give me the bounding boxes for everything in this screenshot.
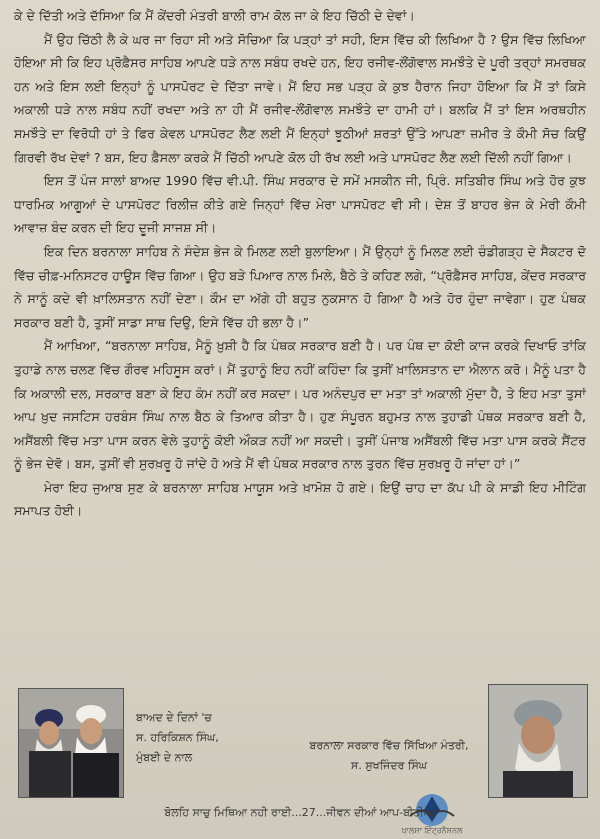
photo-two-men	[18, 688, 124, 798]
logo-text: ਖ਼ਾਲਸਾ ਇੰਟ੍ਰਨੈਸ਼ਨਲ	[401, 826, 463, 835]
photo-portrait	[488, 684, 588, 798]
paragraph: ਇਕ ਦਿਨ ਬਰਨਾਲਾ ਸਾਹਿਬ ਨੇ ਸੰਦੇਸ਼ ਭੇਜ ਕੇ ਮਿਲਣ ਲਈ ਬੁਲਾਇਆ। ਮੈਂ ਉਨ੍ਹਾਂ ਨੂੰ ਮਿਲਣ ਲਈ ਚੰਡੀਗੜ੍ਹ ਦੇ ਸੈਕਟਰ ਦੋ ਵਿੱਚ ਚੀਫ਼-ਮਨਿਸਟਰ ਹਾਊਸ ਵਿੱਚ ਗਿਆ। ਉਹ ਬੜੇ ਪਿਆਰ ਨਾਲ ਮਿਲੇ, ਬੈਠੇ ਤੇ ਕਹਿਣ ਲਗੇ, “ਪ੍ਰੋਫ਼ੈਸਰ ਸਾਹਿਬ, ਕੇਂਦਰ ਸਰਕਾਰ ਨੇ ਸਾਨੂੰ ਕਦੇ ਵੀ ਖ਼ਾਲਿਸਤਾਨ ਨਹੀਂ ਦੇਣਾ। ਕੌਮ ਦਾ ਅੱਗੇ ਹੀ ਬਹੁਤ ਨੁਕਸਾਨ ਹੋ ਗਿਆ ਹੈ ਅਤੇ ਹੋਰ ਹੁੰਦਾ ਜਾਵੇਗਾ। ਹੁਣ ਪੰਥਕ ਸਰਕਾਰ ਬਣੀ ਹੈ, ਤੁਸੀਂ ਸਾਡਾ ਸਾਥ ਦਿਉ, ਇਸੇ ਵਿੱਚ ਹੀ ਭਲਾ ਹੈ।”	[14, 243, 586, 330]
caption-left	[136, 708, 266, 768]
photo-portrait-image	[489, 685, 587, 797]
caption-line: ਮੁੰਬਈ ਦੇ ਨਾਲ	[136, 751, 193, 764]
caption-line: ਬਰਨਾਲਾ ਸਰਕਾਰ ਵਿੱਚ ਸਿੱਖਿਆ ਮੰਤਰੀ,	[309, 739, 469, 752]
page-footer: ਬੋਲਹਿ ਸਾਚੁ ਮਿਥਿਆ ਨਹੀ ਰਾਈ...27...ਜੀਵਨ ਦੀਆਂ ਆਪ-ਬੀਤੀਆਂ	[164, 806, 436, 819]
caption-right	[296, 736, 482, 776]
paragraph: ਇਸ ਤੋਂ ਪੰਜ ਸਾਲਾਂ ਬਾਅਦ 1990 ਵਿੱਚ ਵੀ.ਪੀ. ਸਿੰਘ ਸਰਕਾਰ ਦੇ ਸਮੇਂ ਮਸਕੀਨ ਜੀ, ਪ੍ਰਿੰ. ਸਤਿਬੀਰ ਸਿੰਘ ਅਤੇ ਹੋਰ ਕੁਝ ਧਾਰਮਿਕ ਆਗੂਆਂ ਦੇ ਪਾਸਪੋਰਟ ਰਿਲੀਜ਼ ਕੀਤੇ ਗਏ ਜਿਨ੍ਹਾਂ ਵਿੱਚ ਮੇਰਾ ਪਾਸਪੋਰਟ ਵੀ ਸੀ। ਦੇਸ਼ ਤੋਂ ਬਾਹਰ ਭੇਜ ਕੇ ਮੇਰੀ ਕੌਮੀ ਆਵਾਜ਼ ਬੰਦ ਕਰਨ ਦੀ ਇਹ ਦੂਜੀ ਸਾਜਸ਼ ਸੀ।	[14, 173, 586, 236]
caption-line: ਬਾਅਦ ਦੇ ਦਿਨਾਂ 'ਚ	[136, 711, 212, 724]
paragraph: ਮੈਂ ਉਹ ਚਿੱਠੀ ਲੈ ਕੇ ਘਰ ਜਾ ਰਿਹਾ ਸੀ ਅਤੇ ਸੋਚਿਆ ਕਿ ਪੜ੍ਹਾਂ ਤਾਂ ਸਹੀ, ਇਸ ਵਿੱਚ ਕੀ ਲਿਖਿਆ ਹੈ ? ਉਸ ਵਿੱਚ ਲਿਖਿਆ ਹੋਇਆ ਸੀ ਕਿ ਇਹ ਪ੍ਰੋਫ਼ੈਸਰ ਸਾਹਿਬ ਆਪਣੇ ਧੜੇ ਨਾਲ ਸਬੰਧ ਰਖਦੇ ਹਨ, ਇਹ ਰਜੀਵ-ਲੌਂਗੋਵਾਲ ਸਮਝੌਤੇ ਦੇ ਪੂਰੀ ਤਰ੍ਹਾਂ ਸਮਰਥਕ ਹਨ ਅਤੇ ਇਸ ਲਈ ਇਨ੍ਹਾਂ ਨੂੰ ਪਾਸਪੋਰਟ ਦੇ ਦਿੱਤਾ ਜਾਵੇ। ਮੈਂ ਇਹ ਸਭ ਪੜ੍ਹ ਕੇ ਕੁਝ ਹੈਰਾਨ ਜਿਹਾ ਹੋਇਆ ਕਿ ਮੈਂ ਤਾਂ ਕਿਸੇ ਅਕਾਲੀ ਧੜੇ ਨਾਲ ਸਬੰਧ ਨਹੀਂ ਰਖਦਾ ਅਤੇ ਨਾ ਹੀ ਮੈਂ ਰਜੀਵ-ਲੌਂਗੋਵਾਲ ਸਮਝੌਤੇ ਦਾ ਹਾਮੀ ਹਾਂ। ਬਲਕਿ ਮੈਂ ਤਾਂ ਇਸ ਅਰਥਹੀਨ ਸਮਝੌਤੇ ਦਾ ਵਿਰੋਧੀ ਹਾਂ ਤੇ ਫਿਰ ਕੇਵਲ ਪਾਸਪੋਰਟ ਲੈਣ ਲਈ ਮੈਂ ਇਨ੍ਹਾਂ ਝੂਠੀਆਂ ਸ਼ਰਤਾਂ ਉੱਤੇ ਆਪਣਾ ਜ਼ਮੀਰ ਤੇ ਕੌਮੀ ਸੋਚ ਕਿਉਂ ਗਿਰਵੀ ਰੱਖ ਦੇਵਾਂ ? ਬਸ, ਇਹ ਫ਼ੈਸਲਾ ਕਰਕੇ ਮੈਂ ਚਿੱਠੀ ਆਪਣੇ ਕੋਲ ਹੀ ਰੱਖ ਲਈ ਅਤੇ ਪਾਸਪੋਰਟ ਲੈਣ ਲਈ ਦਿੱਲੀ ਨਹੀਂ ਗਿਆ।	[14, 31, 586, 165]
paragraph: ਮੈਂ ਆਖਿਆ, “ਬਰਨਾਲਾ ਸਾਹਿਬ, ਮੈਨੂੰ ਖ਼ੁਸ਼ੀ ਹੈ ਕਿ ਪੰਥਕ ਸਰਕਾਰ ਬਣੀ ਹੈ। ਪਰ ਪੰਥ ਦਾ ਕੋਈ ਕਾਜ ਕਰਕੇ ਦਿਖਾਓ ਤਾਂਕਿ ਤੁਹਾਡੇ ਨਾਲ ਚਲਣ ਵਿੱਚ ਗੌਰਵ ਮਹਿਸੂਸ ਕਰਾਂ। ਮੈਂ ਤੁਹਾਨੂੰ ਇਹ ਨਹੀਂ ਕਹਿੰਦਾ ਕਿ ਤੁਸੀਂ ਖ਼ਾਲਿਸਤਾਨ ਦਾ ਐਲਾਨ ਕਰੋ। ਮੈਨੂੰ ਪਤਾ ਹੈ ਕਿ ਅਕਾਲੀ ਦਲ, ਸਰਕਾਰ ਬਣਾ ਕੇ ਇਹ ਕੰਮ ਨਹੀਂ ਕਰ ਸਕਦਾ। ਪਰ ਅਨੰਦਪੁਰ ਦਾ ਮਤਾ ਤਾਂ ਅਕਾਲੀ ਮੁੱਦਾ ਹੈ, ਤੇ ਇਹ ਮਤਾ ਤੁਸਾਂ ਆਪ ਖ਼ੁਦ ਜਸਟਿਸ ਹਰਬੰਸ ਸਿੰਘ ਨਾਲ ਬੈਠ ਕੇ ਤਿਆਰ ਕੀਤਾ ਹੈ। ਹੁਣ ਸੰਪੂਰਨ ਬਹੁਮਤ ਨਾਲ ਤੁਹਾਡੀ ਪੰਥਕ ਸਰਕਾਰ ਬਣੀ ਹੈ, ਅਸੈਂਬਲੀ ਵਿੱਚ ਮਤਾ ਪਾਸ ਕਰਨ ਵੇਲੇ ਤੁਹਾਨੂੰ ਕੋਈ ਔਕੜ ਨਹੀਂ ਆ ਸਕਦੀ। ਤੁਸੀਂ ਪੰਜਾਬ ਅਸੈਂਬਲੀ ਵਿੱਚ ਮਤਾ ਪਾਸ ਕਰਕੇ ਸੈਂਟਰ ਨੂੰ ਭੇਜ ਦੇਵੋ। ਬਸ, ਤੁਸੀਂ ਵੀ ਸੁਰਖ਼ਰੂ ਹੋ ਜਾਂਦੇ ਹੋ ਅਤੇ ਮੈਂ ਵੀ ਪੰਥਕ ਸਰਕਾਰ ਨਾਲ ਤੁਰਨ ਵਿੱਚ ਸੁਰਖ਼ਰੂ ਹੋ ਜਾਂਦਾ ਹਾਂ।”	[14, 338, 586, 472]
paragraph: ਮੇਰਾ ਇਹ ਜੁਆਬ ਸੁਣ ਕੇ ਬਰਨਾਲਾ ਸਾਹਿਬ ਮਾਯੂਸ ਅਤੇ ਖ਼ਾਮੋਸ਼ ਹੋ ਗਏ। ਇਉਂ ਚਾਹ ਦਾ ਕੱਪ ਪੀ ਕੇ ਸਾਡੀ ਇਹ ਮੀਟਿੰਗ ਸਮਾਪਤ ਹੋਈ।	[14, 479, 586, 519]
caption-line: ਸ. ਸੁਖਜਿੰਦਰ ਸਿੰਘ	[351, 759, 427, 772]
photo-two-men-image	[19, 689, 123, 797]
caption-line: ਸ. ਹਰਿਕਿਸ਼ਨ ਸਿੰਘ,	[136, 731, 219, 744]
paragraph: ਕੇ ਦੇ ਦਿੱਤੀ ਅਤੇ ਦੱਸਿਆ ਕਿ ਮੈਂ ਕੇਂਦਰੀ ਮੰਤਰੀ ਬਾਲੀ ਰਾਮ ਕੋਲ ਜਾ ਕੇ ਇਹ ਚਿੱਠੀ ਦੇ ਦੇਵਾਂ।	[14, 8, 415, 23]
body-text	[14, 4, 586, 523]
